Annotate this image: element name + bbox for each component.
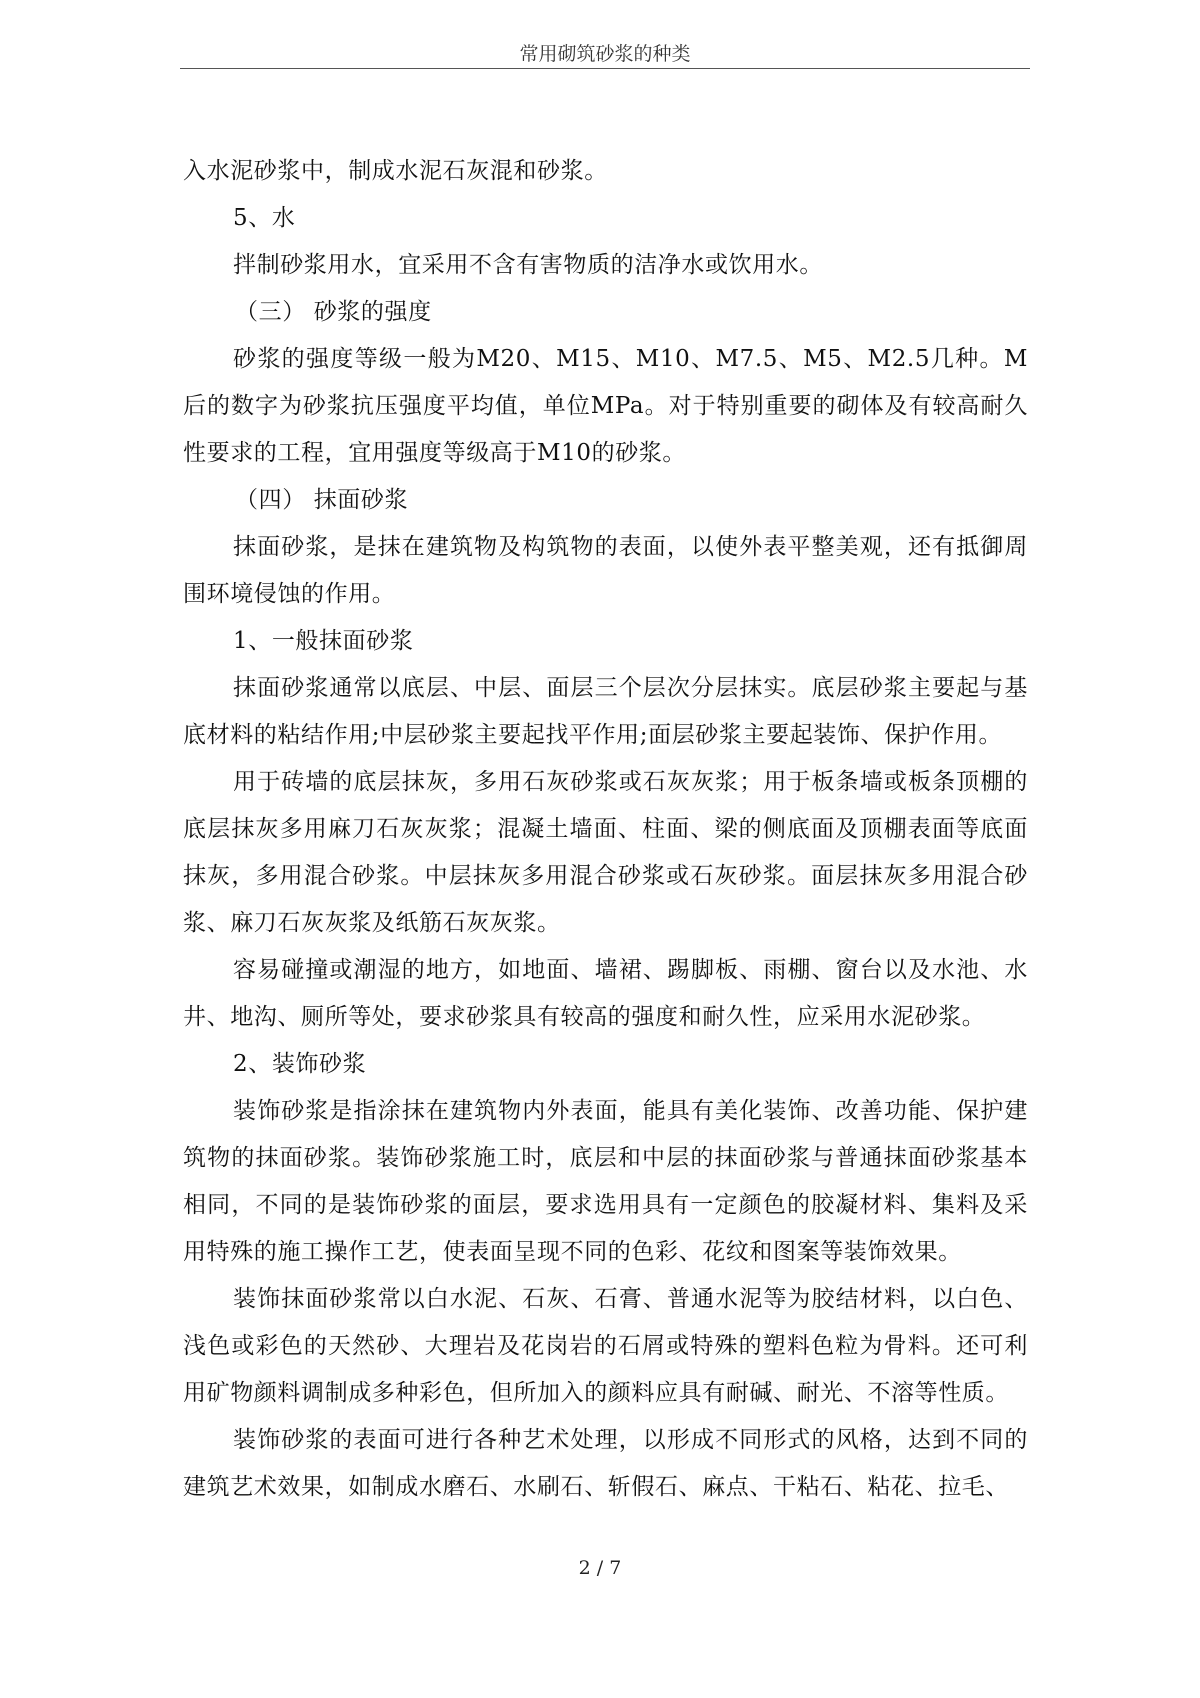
section-heading-plaster: （四） 抹面砂浆 (235, 487, 409, 513)
paragraph-decorative-definition: 装饰砂浆是指涂抹在建筑物内外表面，能具有美化装饰、改善功能、保护建筑物的抹面砂浆。装饰砂浆施工时，底层和中层的抹面砂浆与普通抹面砂浆基本相同，不同的是装饰砂浆的面层，要求选用具有一定颜色的胶凝材料、集料及采用特殊的施工操作工艺，使表面呈现不同的色彩、花纹和图案等装饰效果。 (183, 1098, 1028, 1265)
section-heading-strength: （三） 砂浆的强度 (235, 299, 432, 325)
paragraph-plaster-wet-areas: 容易碰撞或潮湿的地方，如地面、墙裙、踢脚板、雨棚、窗台以及水池、水井、地沟、厕所等处，要求砂浆具有较高的强度和耐久性，应采用水泥砂浆。 (183, 957, 1028, 1030)
page-header-title: 常用砌筑砂浆的种类 (519, 43, 691, 65)
page-number: 2 / 7 (578, 1557, 622, 1579)
paragraph-decorative-materials: 装饰抹面砂浆常以白水泥、石灰、石膏、普通水泥等为胶结材料，以白色、浅色或彩色的天然砂、大理岩及花岗岩的石屑或特殊的塑料色粒为骨料。还可利用矿物颜料调制成多种彩色，但所加入的颜料应具有耐碱、耐光、不溶等性质。 (183, 1286, 1028, 1406)
header-divider (180, 68, 1030, 69)
document-body (183, 148, 1028, 1511)
subheading-water: 5、水 (233, 205, 296, 231)
paragraph-plaster-materials: 用于砖墙的底层抹灰，多用石灰砂浆或石灰灰浆；用于板条墙或板条顶棚的底层抹灰多用麻刀石灰灰浆；混凝土墙面、柱面、梁的侧底面及顶棚表面等底面抹灰，多用混合砂浆。中层抹灰多用混合砂浆或石灰砂浆。面层抹灰多用混合砂浆、麻刀石灰灰浆及纸筋石灰灰浆。 (183, 769, 1028, 936)
paragraph-plaster-intro: 抹面砂浆，是抹在建筑物及构筑物的表面，以使外表平整美观，还有抵御周围环境侵蚀的作用。 (183, 534, 1028, 607)
subheading-general-plaster: 1、一般抹面砂浆 (233, 628, 414, 654)
paragraph-water: 拌制砂浆用水，宜采用不含有害物质的洁净水或饮用水。 (233, 252, 823, 278)
subheading-decorative-mortar: 2、装饰砂浆 (233, 1051, 367, 1077)
paragraph-decorative-finishes: 装饰砂浆的表面可进行各种艺术处理，以形成不同形式的风格，达到不同的建筑艺术效果，如制成水磨石、水刷石、斩假石、麻点、干粘石、粘花、拉毛、 (183, 1427, 1028, 1500)
paragraph-continuation: 入水泥砂浆中，制成水泥石灰混和砂浆。 (183, 158, 608, 184)
paragraph-plaster-layers: 抹面砂浆通常以底层、中层、面层三个层次分层抹实。底层砂浆主要起与基底材料的粘结作用;中层砂浆主要起找平作用;面层砂浆主要起装饰、保护作用。 (183, 675, 1028, 748)
paragraph-strength: 砂浆的强度等级一般为M20、M15、M10、M7.5、M5、M2.5几种。M后的数字为砂浆抗压强度平均值，单位MPa。对于特别重要的砌体及有较高耐久性要求的工程，宜用强度等级高于M10的砂浆。 (183, 346, 1028, 466)
